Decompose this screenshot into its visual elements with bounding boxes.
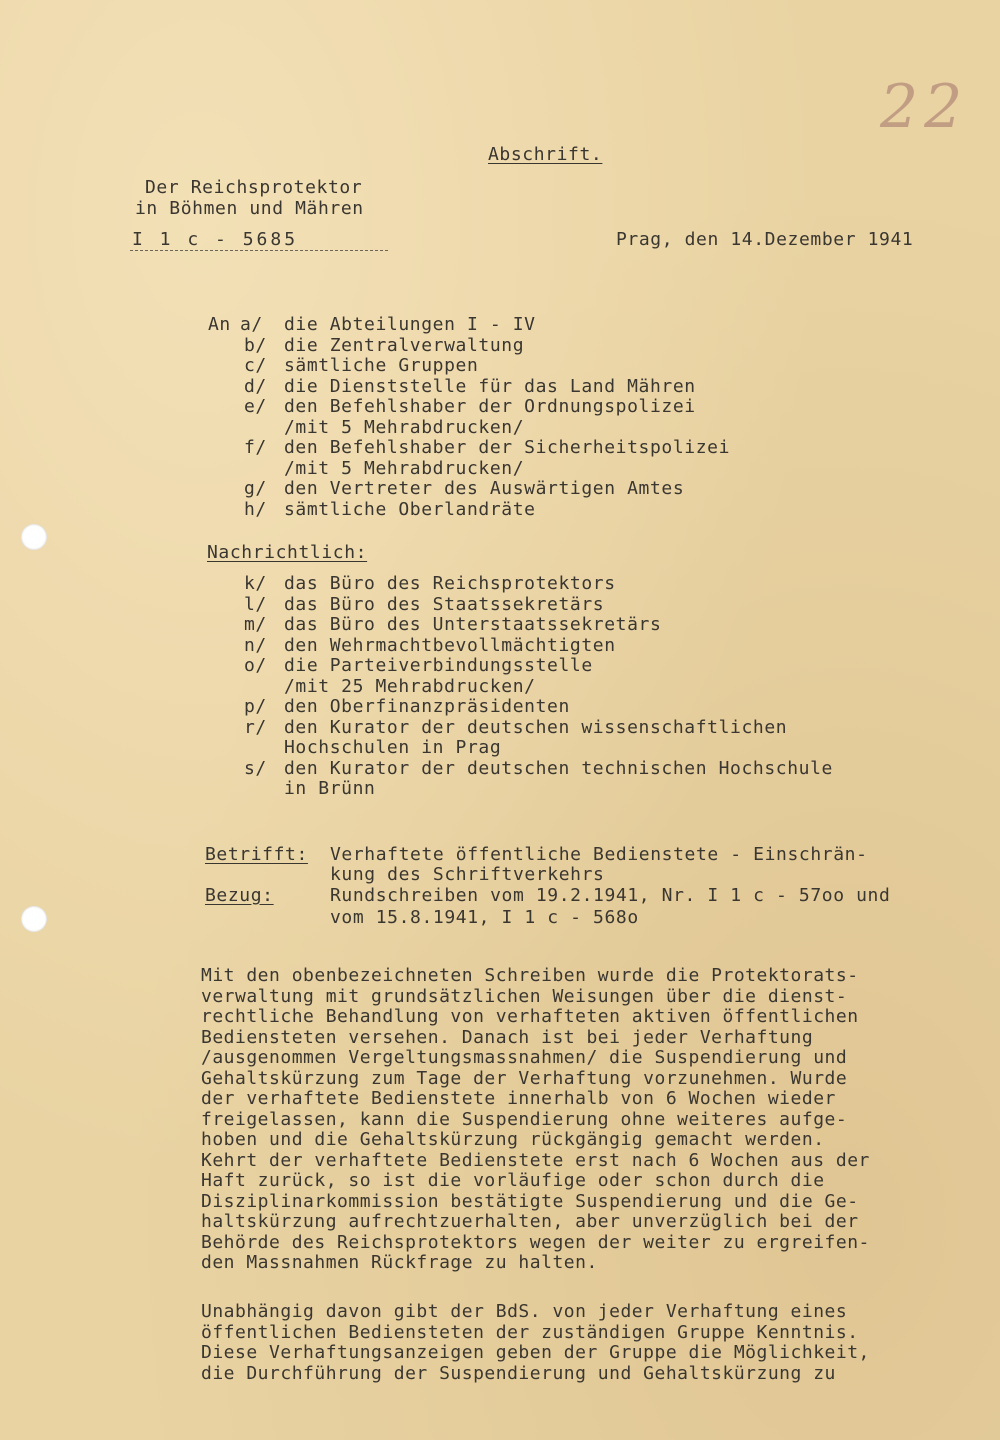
paragraph-line: die Durchführung der Suspendierung und Gehaltskürzung zu	[201, 1362, 836, 1384]
body-paragraph-1	[201, 966, 981, 1286]
list-text: die Parteiverbindungsstelle	[284, 655, 593, 676]
punch-hole-bottom	[21, 906, 47, 932]
paragraph-line: hoben und die Gehaltskürzung rückgängig gemacht werden.	[201, 1129, 825, 1150]
list-text: Hochschulen in Prag	[284, 737, 502, 758]
list-text: den Kurator der deutschen wissenschaftlichen	[284, 716, 788, 738]
list-text: /mit 5 Mehrabdrucken/	[284, 457, 525, 479]
subject-line-1: Verhaftete öffentliche Bedienstete - Einschrän-	[330, 844, 868, 865]
reference-underline	[130, 250, 388, 251]
list-text: den Wehrmachtbevollmächtigten	[284, 634, 616, 656]
list-text: das Büro des Reichsprotektors	[284, 573, 616, 594]
paragraph-line: Disziplinarkommission bestätigte Suspendierung und die Ge-	[201, 1190, 859, 1212]
paragraph-line: /ausgenommen Vergeltungsmassnahmen/ die Suspendierung und	[201, 1047, 848, 1068]
list-key: k/	[244, 573, 267, 594]
paragraph-line: der verhaftete Bedienstete innerhalb von 6 Wochen wieder	[201, 1088, 836, 1109]
list-text: /mit 5 Mehrabdrucken/	[284, 416, 525, 438]
subject-line-2: kung des Schriftverkehrs	[330, 864, 605, 885]
list-key: m/	[244, 614, 267, 635]
list-key: c/	[244, 355, 267, 376]
paragraph-line: Haft zurück, so ist die vorläufige oder schon durch die	[201, 1170, 825, 1191]
reference-line-1: Rundschreiben vom 19.2.1941, Nr. I 1 c - 57oo und	[330, 885, 891, 906]
reference-label: Bezug:	[205, 885, 274, 906]
list-text: die Dienststelle für das Land Mähren	[284, 375, 696, 397]
list-key: p/	[244, 696, 267, 717]
paragraph-line: rechtliche Behandlung von verhafteten aktiven öffentlichen	[201, 1006, 859, 1027]
list-key: h/	[244, 498, 267, 520]
list-text: sämtliche Gruppen	[284, 355, 479, 376]
list-text: den Kurator der deutschen technischen Hochschule	[284, 757, 833, 779]
list-key: f/	[244, 437, 267, 458]
paragraph-line: Diese Verhaftungsanzeigen geben der Gruppe die Möglichkeit,	[201, 1342, 870, 1363]
info-heading: Nachrichtlich:	[207, 542, 368, 563]
list-text: das Büro des Staatssekretärs	[284, 593, 605, 615]
list-key: n/	[244, 634, 267, 656]
paragraph-line: haltskürzung aufrechtzuerhalten, aber unverzüglich bei der	[201, 1211, 859, 1232]
list-text: die Abteilungen I - IV	[284, 314, 536, 335]
list-text: /mit 25 Mehrabdrucken/	[284, 675, 536, 697]
paragraph-line: Mit den obenbezeichneten Schreiben wurde die Protektorats-	[201, 965, 859, 986]
punch-hole-top	[21, 524, 47, 550]
paragraph-line: freigelassen, kann die Suspendierung ohne weiteres aufge-	[201, 1108, 848, 1130]
list-text: das Büro des Unterstaatssekretärs	[284, 614, 662, 635]
document-title: Abschrift.	[488, 144, 603, 165]
list-key: a/	[240, 314, 263, 335]
paragraph-line: Unabhängig davon gibt der BdS. von jeder Verhaftung eines	[201, 1301, 848, 1322]
paragraph-line: Kehrt der verhaftete Bedienstete erst nach 6 Wochen aus der	[201, 1149, 870, 1171]
info-recipients-list	[240, 574, 940, 804]
list-text: die Zentralverwaltung	[284, 334, 525, 356]
paragraph-line: öffentlichen Bediensteten der zuständigen Gruppe Kenntnis.	[201, 1321, 859, 1343]
list-key: b/	[244, 334, 267, 356]
list-key: s/	[244, 757, 267, 779]
page-number: 22	[880, 72, 969, 142]
paragraph-line: verwaltung mit grundsätzlichen Weisungen über die dienst-	[201, 985, 848, 1007]
recipients-list	[240, 315, 840, 525]
list-text: den Vertreter des Auswärtigen Amtes	[284, 478, 685, 499]
list-text: in Brünn	[284, 778, 376, 799]
list-key: d/	[244, 375, 267, 397]
list-key: l/	[244, 593, 267, 615]
list-text: den Befehlshaber der Sicherheitspolizei	[284, 437, 731, 458]
sender-line-1: Der Reichsprotektor	[145, 177, 363, 198]
paragraph-line: Bediensteten versehen. Danach ist bei jeder Verhaftung	[201, 1026, 814, 1048]
reference-line-2: vom 15.8.1941, I 1 c - 568o	[330, 907, 639, 928]
paragraph-line: Behörde des Reichsprotektors wegen der weiter zu ergreifen-	[201, 1231, 870, 1253]
list-key: o/	[244, 655, 267, 676]
list-key: g/	[244, 478, 267, 499]
list-key: r/	[244, 716, 267, 738]
place-date: Prag, den 14.Dezember 1941	[616, 229, 914, 250]
list-text: sämtliche Oberlandräte	[284, 498, 536, 520]
list-key: e/	[244, 396, 267, 417]
recipients-prefix: An	[208, 314, 231, 335]
subject-label: Betrifft:	[205, 844, 308, 865]
list-text: den Befehlshaber der Ordnungspolizei	[284, 396, 696, 417]
sender-line-2: in Böhmen und Mähren	[135, 198, 364, 219]
body-paragraph-2	[201, 1302, 981, 1392]
list-text: den Oberfinanzpräsidenten	[284, 696, 570, 717]
paragraph-line: Gehaltskürzung zum Tage der Verhaftung vorzunehmen. Wurde	[201, 1067, 848, 1089]
file-reference: I 1 c - 5685	[132, 229, 299, 250]
paragraph-line: den Massnahmen Rückfrage zu halten.	[201, 1252, 598, 1273]
